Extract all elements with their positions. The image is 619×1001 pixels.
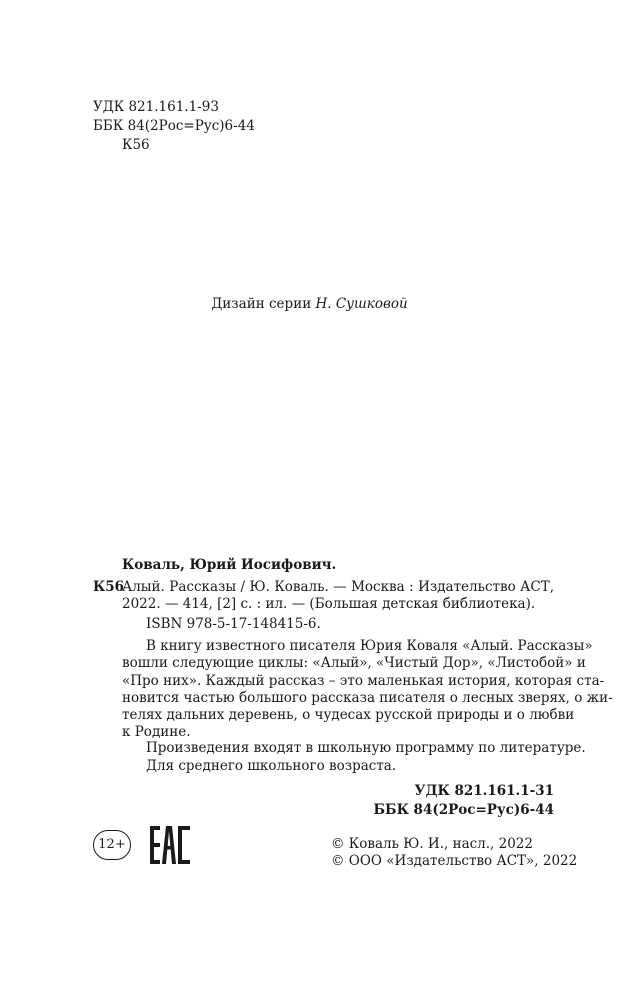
copyright-publisher: © ООО «Издательство АСТ», 2022: [331, 853, 578, 869]
annotation-line: В книгу известного писателя Юрия Коваля «Алый. Рассказы»: [146, 638, 593, 654]
header-author-mark: К56: [122, 137, 150, 153]
series-designer-name: Н. Сушковой: [315, 296, 408, 312]
catalog-age-note: Для среднего школьного возраста.: [146, 758, 397, 774]
catalog-author-mark: К56: [93, 579, 125, 595]
bibliographic-line: 2022. — 414, [2] с. : ил. — (Большая детская библиотека).: [122, 596, 536, 613]
catalog-bibliographic-description: [122, 579, 554, 614]
eac-conformity-mark: [150, 826, 190, 864]
catalog-bbk: ББК 84(2Рос=Рус)6-44: [373, 802, 554, 818]
catalog-author-heading: Коваль, Юрий Иосифович.: [122, 557, 337, 573]
bibliographic-line: Алый. Рассказы / Ю. Коваль. — Москва : Издательство АСТ,: [122, 579, 554, 595]
annotation-line: к Родине.: [122, 724, 191, 741]
header-bbk: ББК 84(2Рос=Рус)6-44: [93, 118, 255, 134]
annotation-line: телях дальних деревень, о чудесах русской природы и о любви: [122, 707, 575, 724]
series-design-credit: [0, 296, 619, 313]
series-design-prefix: Дизайн серии: [211, 296, 312, 312]
header-udk: УДК 821.161.1-93: [93, 99, 219, 115]
copyright-author: © Коваль Ю. И., насл., 2022: [331, 836, 533, 852]
age-rating-badge: [93, 830, 131, 860]
catalog-annotation: [122, 638, 613, 742]
annotation-line: «Про них». Каждый рассказ – это маленькая история, которая ста-: [122, 672, 605, 689]
catalog-school-note: Произведения входят в школьную программу по литературе.: [146, 740, 586, 756]
catalog-udk: УДК 821.161.1-31: [414, 783, 554, 799]
age-rating-label: 12+: [98, 837, 126, 852]
catalog-isbn: ISBN 978-5-17-148415-6.: [146, 616, 321, 632]
annotation-line: новится частью большого рассказа писателя о лесных зверях, о жи-: [122, 689, 613, 706]
annotation-line: вошли следующие циклы: «Алый», «Чистый Дор», «Листобой» и: [122, 655, 586, 672]
